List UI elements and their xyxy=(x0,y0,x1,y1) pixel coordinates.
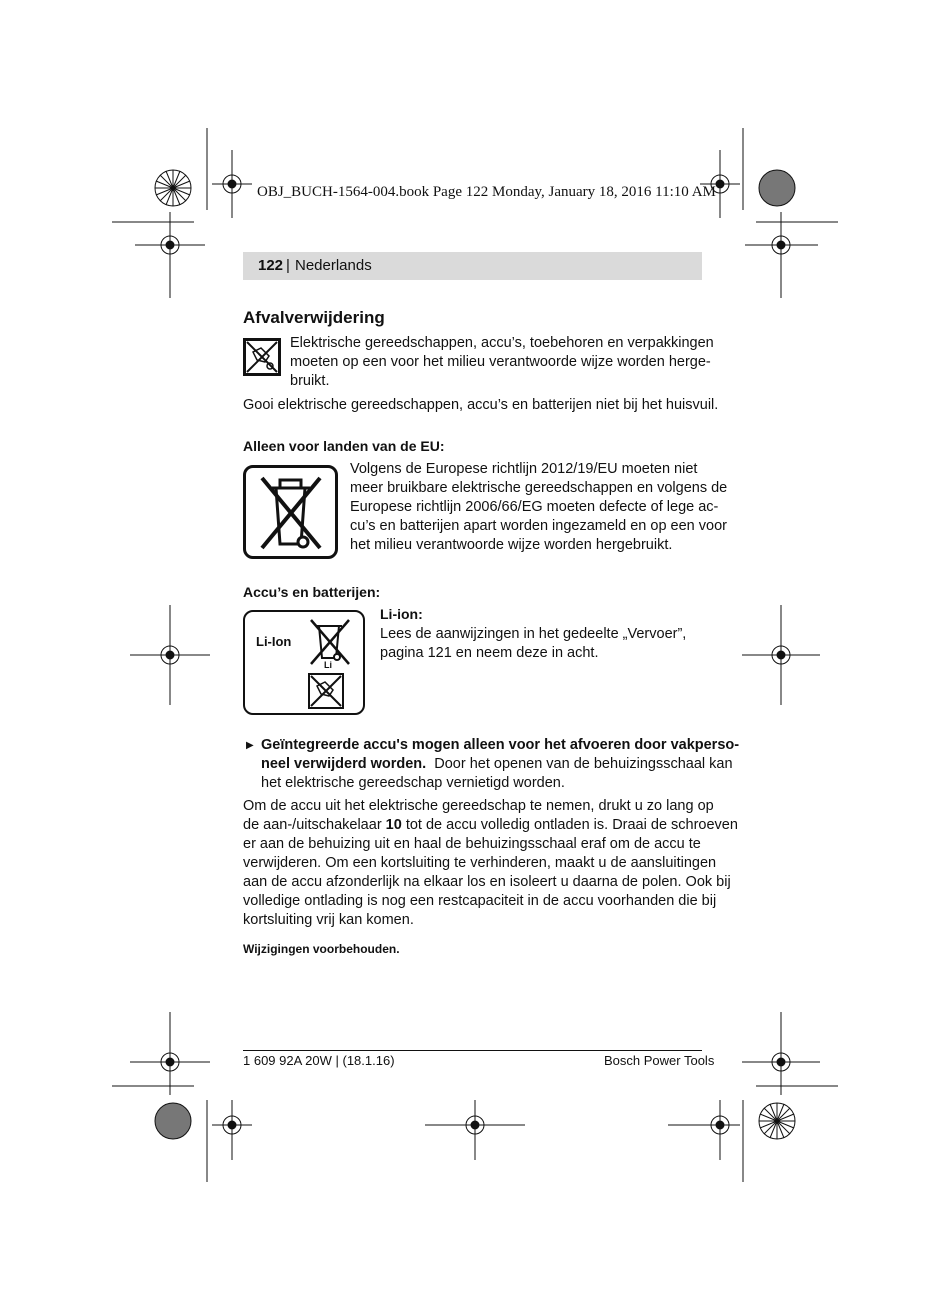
star-target-icon xyxy=(155,170,191,206)
li-ion-line-2: pagina 121 en neem deze in acht. xyxy=(380,645,599,661)
header-separator: | xyxy=(286,257,290,274)
waste-line-2: moeten op een voor het milieu verantwoorde wijze worden herge- xyxy=(290,354,711,370)
removal-line: kortsluiting vrij kan komen. xyxy=(243,912,414,928)
registration-target-icon xyxy=(212,150,252,218)
removal-line-2-start: de aan-/uitschakelaar xyxy=(243,817,386,833)
removal-line-2 xyxy=(243,816,738,835)
warning-rest-line-2: Door het openen van de behuizingsschaal kan xyxy=(434,756,733,772)
footer-brand: Bosch Power Tools xyxy=(604,1053,715,1068)
waste-household: Gooi elektrische gereedschappen, accu’s en batterijen niet bij het huisvuil. xyxy=(243,397,719,413)
eu-line: het milieu verantwoorde wijze worden hergebruikt. xyxy=(350,537,673,553)
registration-target-icon xyxy=(130,605,210,705)
removal-rest xyxy=(243,835,731,930)
waste-line-3: bruikt. xyxy=(290,373,330,389)
star-target-icon xyxy=(759,1103,795,1139)
crossed-bin-icon xyxy=(243,465,338,559)
header-language: Nederlands xyxy=(295,257,372,274)
section-title-eu: Alleen voor landen van de EU: xyxy=(243,438,445,454)
warning-bold-line-2: neel verwijderd worden. xyxy=(261,756,427,772)
eu-line: cu’s en batterijen apart worden ingezameld en op een voor xyxy=(350,518,727,534)
warning-line-3: het elektrische gereedschap vernietigd worden. xyxy=(261,775,565,791)
grey-disc-icon xyxy=(759,170,795,206)
bullet-triangle-icon: ▶ xyxy=(246,740,254,751)
eu-line: Europese richtlijn 2006/66/EG moeten defecte of lege ac- xyxy=(350,499,719,515)
changes-reserved: Wijzigingen voorbehouden. xyxy=(243,942,400,956)
removal-line: volledige ontlading is nog een restcapaciteit in de accu voorhanden die bij xyxy=(243,893,717,909)
grey-disc-icon xyxy=(155,1103,191,1139)
registration-target-icon xyxy=(742,1012,820,1095)
removal-line: aan de accu afzonderlijk na elkaar los en isoleert u daarna de polen. Ook bij xyxy=(243,874,731,890)
eu-line: Volgens de Europese richtlijn 2012/19/EU moeten niet xyxy=(350,461,698,477)
waste-line-1: Elektrische gereedschappen, accu’s, toebehoren en verpakkingen xyxy=(290,335,714,351)
section-title-waste: Afvalverwijdering xyxy=(243,308,385,327)
registration-target-icon xyxy=(425,1100,525,1160)
eu-paragraph xyxy=(350,460,727,555)
registration-target-icon xyxy=(742,605,820,705)
li-icon-sub: Li xyxy=(324,660,332,670)
recycling-tool-icon xyxy=(243,338,281,376)
registration-target-icon xyxy=(212,1100,252,1160)
warning-line-2 xyxy=(261,755,733,774)
switch-number: 10 xyxy=(385,817,402,833)
removal-line-2-end: tot de accu volledig ontladen is. Draai de schroeven xyxy=(401,817,738,833)
page-number: 122 xyxy=(258,257,284,274)
registration-target-icon xyxy=(668,1100,740,1160)
removal-line-1: Om de accu uit het elektrische gereedschap te nemen, drukt u zo lang op xyxy=(243,798,714,814)
footer-doc-number: 1 609 92A 20W | (18.1.16) xyxy=(243,1053,395,1068)
footer-rule xyxy=(243,1050,702,1051)
section-title-batteries: Accu’s en batterijen: xyxy=(243,584,381,600)
registration-target-icon xyxy=(745,212,818,298)
warning-bold-line-1: Geïntegreerde accu's mogen alleen voor het afvoeren door vakperso- xyxy=(261,737,740,753)
removal-line: er aan de behuizing uit en haal de behuizingsschaal eraf om de accu te xyxy=(243,836,701,852)
li-ion-title: Li-ion: xyxy=(380,606,423,622)
eu-line: meer bruikbare elektrische gereedschappen en volgens de xyxy=(350,480,728,496)
page-header-bar xyxy=(243,252,702,280)
registration-target-icon xyxy=(130,1012,210,1095)
li-ion-disposal-icon xyxy=(243,610,365,715)
print-header: OBJ_BUCH-1564-004.book Page 122 Monday, January 18, 2016 11:10 AM xyxy=(257,184,716,200)
li-ion-line-1: Lees de aanwijzingen in het gedeelte „Vervoer”, xyxy=(380,626,687,642)
removal-line: verwijderen. Om een kortsluiting te verhinderen, maakt u de aansluitingen xyxy=(243,855,717,871)
li-ion-icon-label: Li-Ion xyxy=(256,634,292,649)
registration-target-icon xyxy=(135,212,205,298)
recycling-tool-small-icon xyxy=(307,672,345,710)
